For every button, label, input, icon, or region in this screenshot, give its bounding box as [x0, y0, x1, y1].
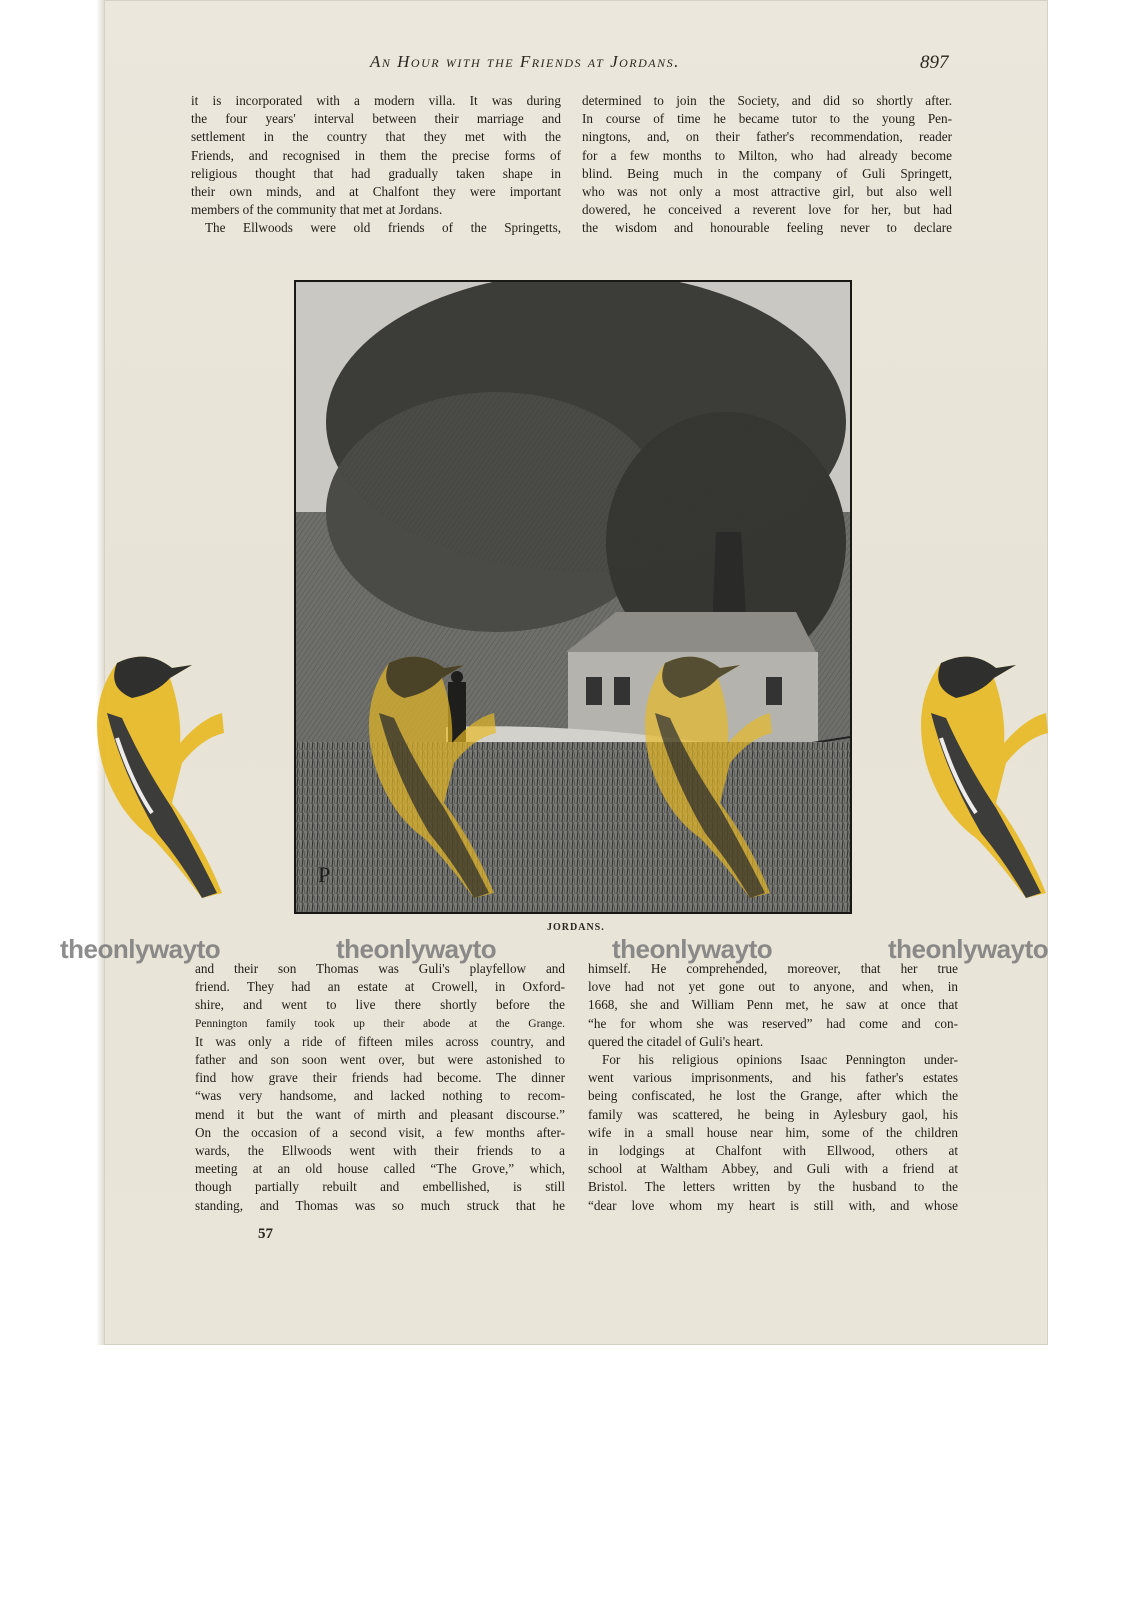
text-line: family was scattered, he being in Aylesbury gaol, his	[588, 1106, 958, 1122]
text-line: the four years' interval between their marriage and	[191, 111, 561, 127]
text-line: the wisdom and honourable feeling never to declare	[582, 220, 952, 236]
text-line: and their son Thomas was Guli's playfellow and	[195, 961, 565, 976]
oriole-bird-icon	[610, 643, 780, 915]
top-right-column	[582, 92, 952, 238]
text-line: quered the citadel of Guli's heart.	[588, 1033, 764, 1049]
text-line: The Ellwoods were old friends of the Springetts,	[205, 220, 561, 236]
text-line: On the occasion of a second visit, a few months after-	[195, 1124, 565, 1140]
text-line: “was very handsome, and lacked nothing to recom-	[195, 1088, 565, 1104]
text-line: standing, and Thomas was so much struck that he	[195, 1197, 565, 1213]
text-line: For his religious opinions Isaac Pennington under-	[602, 1052, 958, 1068]
text-line: shire, and went to live there shortly before the	[195, 997, 565, 1013]
oriole-bird-icon	[62, 643, 232, 915]
text-line: It was only a ride of fifteen miles across country, and	[195, 1033, 565, 1049]
watermark-text: theonlywayto	[60, 934, 221, 964]
text-line: in lodgings at Chalfont with Ellwood, others at	[588, 1143, 958, 1159]
text-line: wards, the Ellwoods went with their friends to a	[195, 1143, 565, 1159]
text-line: “he for whom she was reserved” had come and con-	[588, 1015, 958, 1031]
text-line: friend. They had an estate at Crowell, in Oxford-	[195, 979, 565, 995]
text-line: himself. He comprehended, moreover, that her true	[588, 961, 958, 976]
watermark-text: theonlywayto	[336, 934, 497, 964]
bottom-left-column	[195, 960, 565, 1215]
text-line: went various imprisonments, and his father's estates	[588, 1070, 958, 1086]
text-line: it is incorporated with a modern villa. It was during	[191, 93, 561, 108]
text-line: for a few months to Milton, who had already become	[582, 147, 952, 163]
text-line: wife in a small house near him, some of the children	[588, 1124, 958, 1140]
artist-monogram: P	[318, 862, 331, 887]
top-left-column	[191, 92, 561, 238]
watermark-text: theonlywayto	[888, 934, 1049, 964]
text-line: father and son soon went over, but were astonished to	[195, 1052, 565, 1068]
text-line: though partially rebuilt and embellished, is still	[195, 1179, 565, 1195]
text-line: settlement in the country that they met with the	[191, 129, 561, 145]
text-line: 1668, she and William Penn met, he saw at once that	[588, 997, 958, 1013]
text-line: ningtons, and, on their father's recommendation, reader	[582, 129, 952, 145]
illustration-caption: JORDANS.	[547, 922, 605, 933]
page-number: 897	[920, 52, 949, 73]
watermark-text: theonlywayto	[612, 934, 773, 964]
text-line: being confiscated, he lost the Grange, after which the	[588, 1088, 958, 1104]
text-line: dowered, he conceived a reverent love for her, but had	[582, 202, 952, 218]
text-line: who was not only a most attractive girl, but also well	[582, 184, 952, 200]
text-line: religious thought that had gradually taken shape in	[191, 165, 561, 181]
text-line: Pennington family took up their abode at the Grange.	[195, 1017, 565, 1030]
text-line: blind. Being much in the company of Guli Springett,	[582, 165, 952, 181]
text-line: members of the community that met at Jordans.	[191, 202, 443, 218]
bottom-right-column	[588, 960, 958, 1215]
signature-mark: 57	[258, 1226, 273, 1242]
text-line: meeting at an old house called “The Grove,” which,	[195, 1161, 565, 1177]
text-line: love had not yet gone out to anyone, and when, in	[588, 979, 958, 995]
text-line: school at Waltham Abbey, and Guli with a friend at	[588, 1161, 958, 1177]
text-line: Bristol. The letters written by the husband to the	[588, 1179, 958, 1195]
text-line: “dear love whom my heart is still with, and whose	[588, 1197, 958, 1213]
text-line: In course of time he became tutor to the young Pen-	[582, 111, 952, 127]
oriole-bird-icon	[334, 643, 504, 915]
text-line: determined to join the Society, and did so shortly after.	[582, 93, 952, 108]
text-line: Friends, and recognised in them the precise forms of	[191, 147, 561, 163]
text-line: their own minds, and at Chalfont they were important	[191, 184, 561, 200]
text-line: find how grave their friends had become. The dinner	[195, 1070, 565, 1086]
text-line: mend it but the want of mirth and pleasant discourse.”	[195, 1106, 565, 1122]
oriole-bird-icon	[886, 643, 1056, 915]
running-title: An Hour with the Friends at Jordans.	[370, 52, 680, 71]
